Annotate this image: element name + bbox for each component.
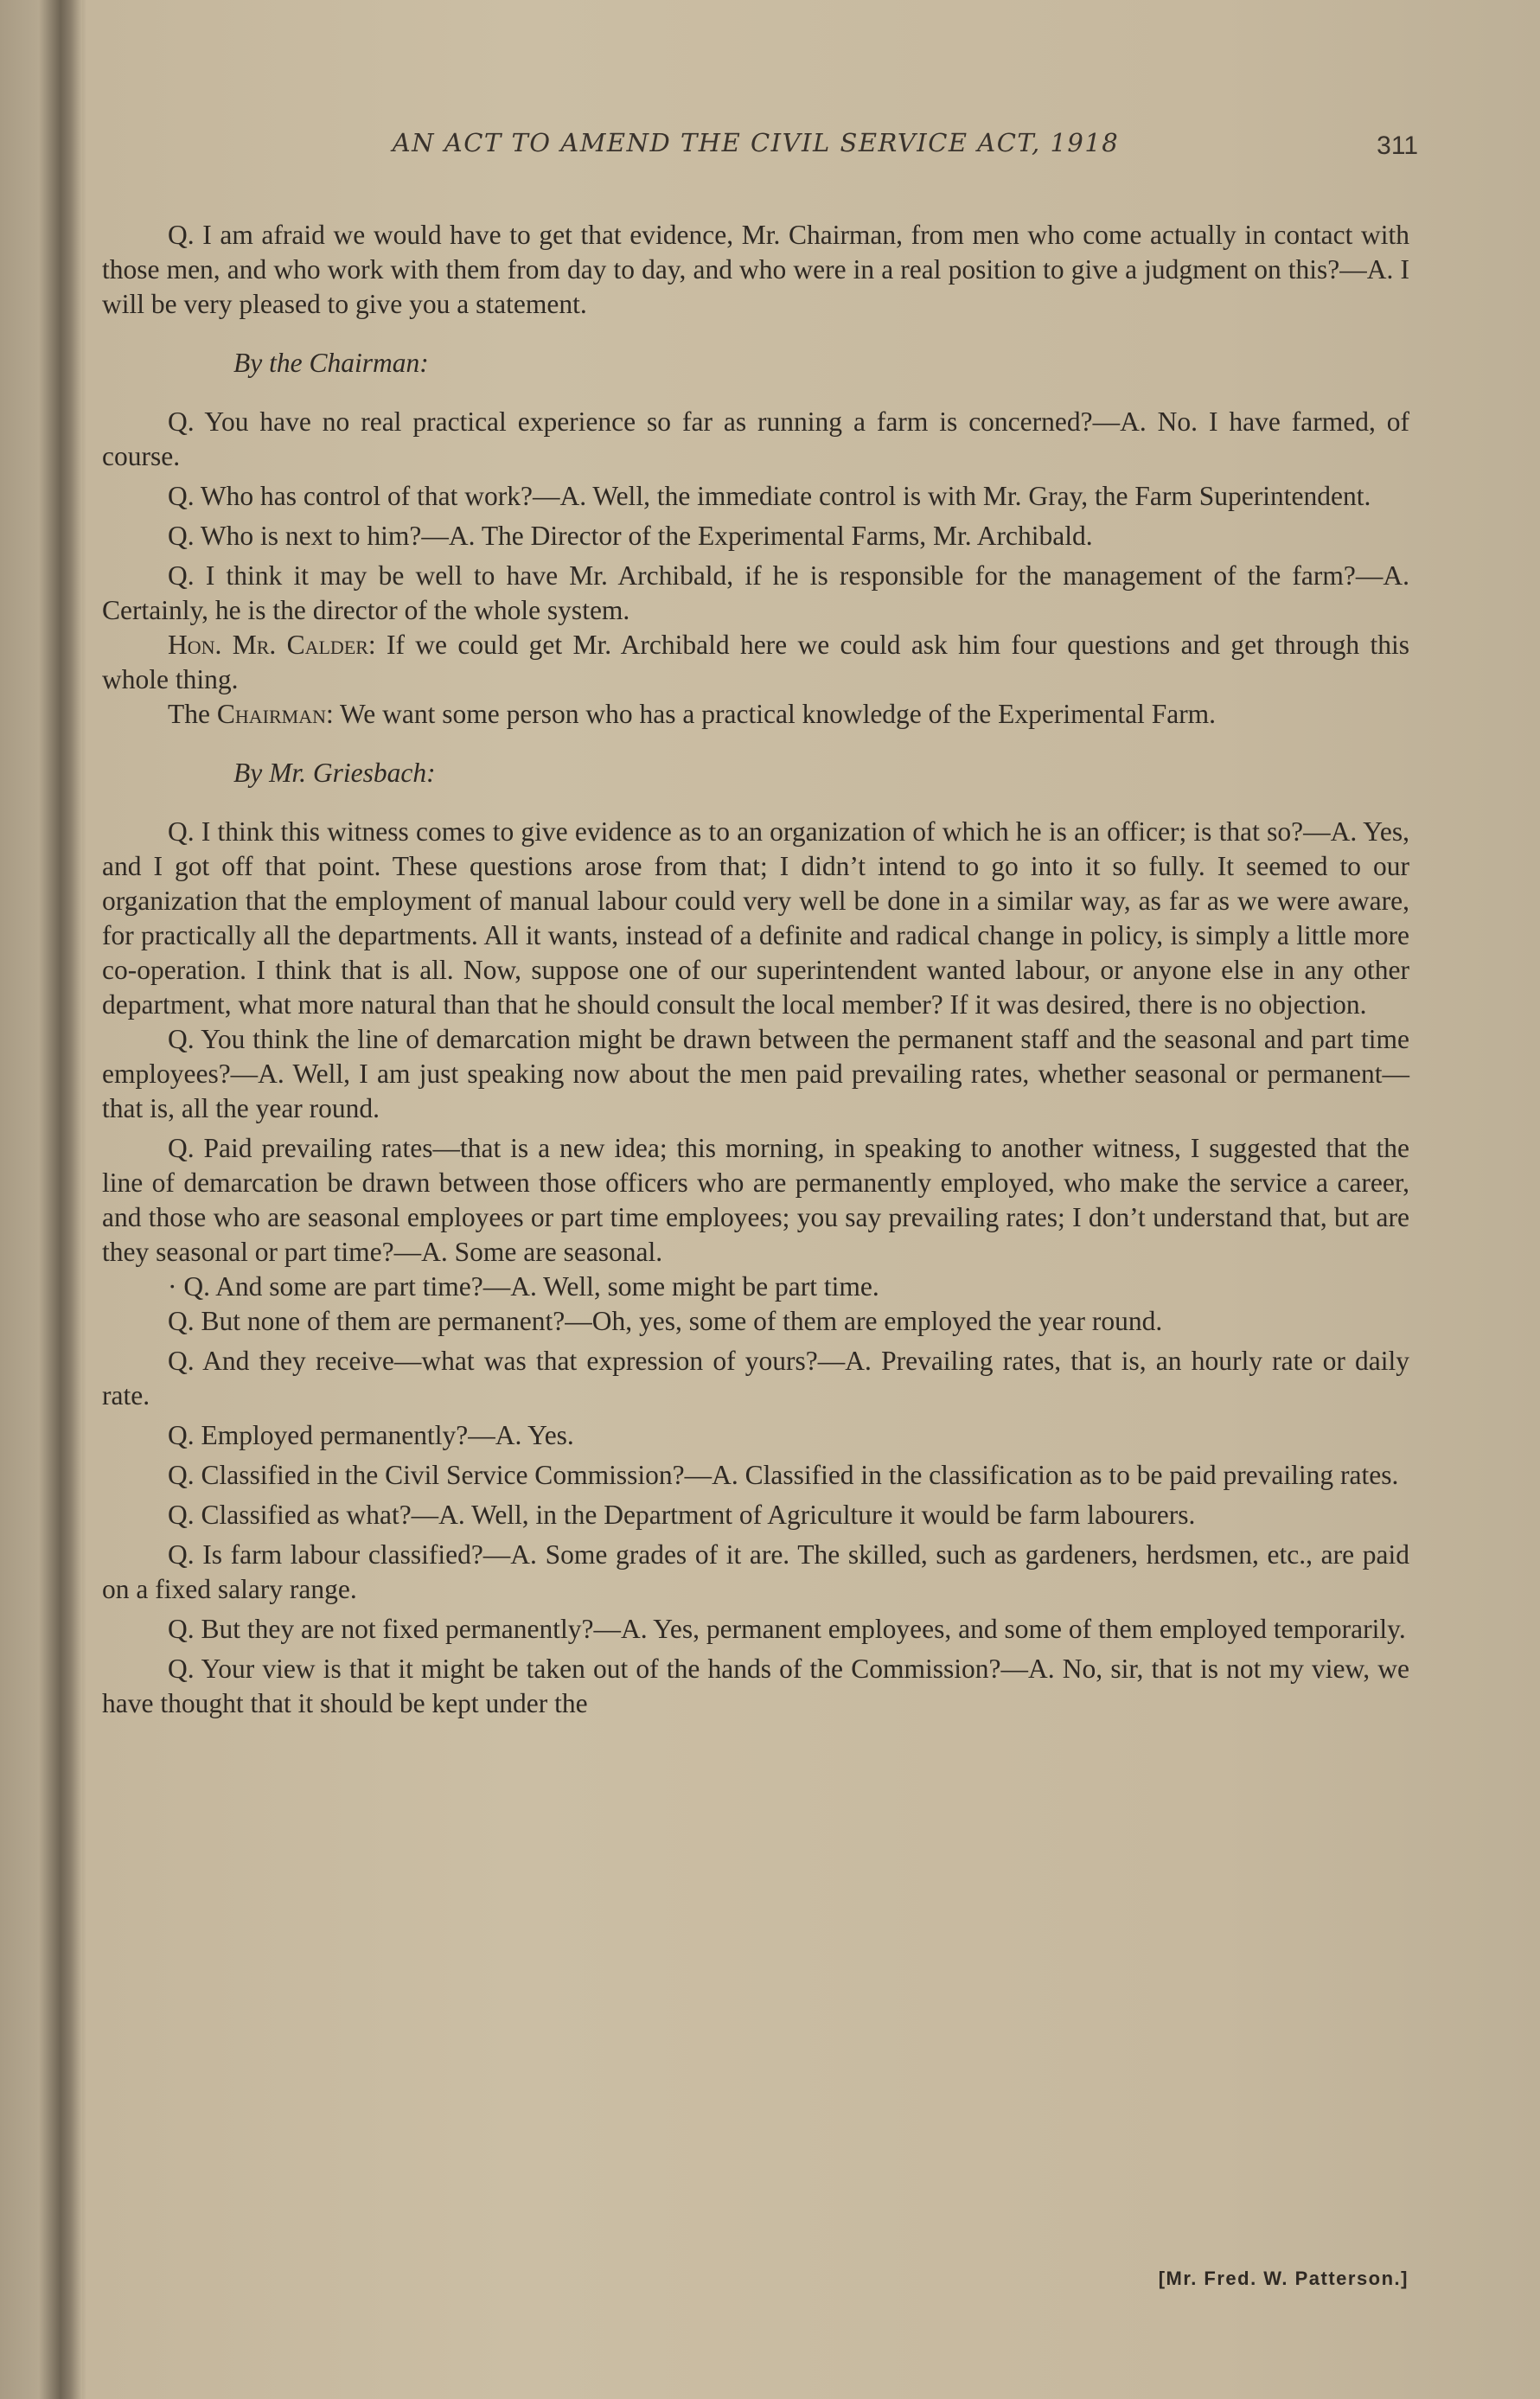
paragraph: Q. Paid prevailing rates—that is a new idea; this morning, in speaking to another witness, I suggested that the line of demarcation be drawn between those officers who are permanently employed, who make the service a career, and those who are seasonal employees or part time employees; you say prevailing rates; I don’t understand that, but are they seasonal or part time?—A. Some are seasonal.	[102, 1133, 1409, 1267]
speaker-prefix: The	[168, 699, 217, 729]
witness-signature-line: [Mr. Fred. W. Patterson.]	[1158, 2268, 1409, 2289]
paragraph: Q. I think this witness comes to give evidence as to an organization of which he is an officer; is that so?—A. Yes, and I got off that point. These questions arose from that; I didn’t intend to go into it so fully. It seemed to our organization that the employment of manual labour could very well be done in a similar way, as far as we were aware, for practically all the departments. All it wants, instead of a definite and radical change in policy, is simply a little more co-operation. I think that is all. Now, suppose one of our superintendent wanted labour, or anyone else in any other department, what more natural than that he should consult the local member? If it was desired, there is no objection.	[102, 816, 1409, 1020]
paragraph: Q. But none of them are permanent?—Oh, yes, some of them are employed the year round.	[168, 1306, 1163, 1336]
paragraph: Q. Who has control of that work?—A. Well, the immediate control is with Mr. Gray, the Farm Superintendent.	[168, 481, 1371, 511]
speaker-name: Hon. Mr. Calder:	[168, 630, 376, 660]
paragraph: Q. Classified as what?—A. Well, in the Department of Agriculture it would be farm labourers.	[168, 1500, 1196, 1530]
paragraph	[102, 628, 1409, 697]
paragraph: Q. Is farm labour classified?—A. Some grades of it are. The skilled, such as gardeners, herdsmen, etc., are paid on a fixed salary range.	[102, 1539, 1409, 1604]
paragraph: Q. I think it may be well to have Mr. Archibald, if he is responsible for the management of the farm?—A. Certainly, he is the director of the whole system.	[102, 560, 1409, 625]
section-heading: By Mr. Griesbach:	[233, 758, 436, 788]
paragraph: Q. Your view is that it might be taken out of the hands of the Commission?—A. No, sir, that is not my view, we have thought that it should be kept under the	[102, 1654, 1409, 1718]
paragraph: Q. Classified in the Civil Service Commission?—A. Classified in the classification as to be paid prevailing rates.	[168, 1460, 1399, 1490]
paragraph: Q. Who is next to him?—A. The Director of the Experimental Farms, Mr. Archibald.	[168, 521, 1093, 551]
book-binding-gutter	[0, 0, 82, 2399]
paragraph: · Q. And some are part time?—A. Well, some might be part time.	[168, 1271, 879, 1302]
paragraph: Q. I am afraid we would have to get that evidence, Mr. Chairman, from men who come actually in contact with those men, and who work with them from day to day, and who were in a real position to give a judgment on this?—A. I will be very pleased to give you a statement.	[102, 220, 1409, 319]
paragraph: Q. And they receive—what was that expression of yours?—A. Prevailing rates, that is, an hourly rate or daily rate.	[102, 1346, 1409, 1411]
paragraph	[102, 697, 1409, 732]
paragraph: Q. You think the line of demarcation might be drawn between the permanent staff and the seasonal and part time employees?—A. Well, I am just speaking now about the men paid prevailing rates, whether seasonal or permanent—that is, all the year round.	[102, 1024, 1409, 1123]
paragraph: Q. Employed permanently?—A. Yes.	[168, 1420, 574, 1450]
speaker-text: We want some person who has a practical knowledge of the Experimental Farm.	[333, 699, 1217, 729]
speaker-text: If we could get Mr. Archibald here we could ask him four questions and get through this whole thing.	[102, 630, 1409, 694]
paragraph: Q. But they are not fixed permanently?—A. Yes, permanent employees, and some of them employed temporarily.	[168, 1614, 1406, 1644]
running-title: AN ACT TO AMEND THE CIVIL SERVICE ACT, 1918	[392, 128, 1120, 157]
page-body	[102, 218, 1409, 1721]
paragraph: Q. You have no real practical experience so far as running a farm is concerned?—A. No. I have farmed, of course.	[102, 406, 1409, 471]
speaker-name: Chairman:	[216, 699, 334, 729]
running-header	[102, 128, 1418, 166]
section-heading: By the Chairman:	[233, 348, 429, 378]
page-number: 311	[1377, 131, 1418, 160]
